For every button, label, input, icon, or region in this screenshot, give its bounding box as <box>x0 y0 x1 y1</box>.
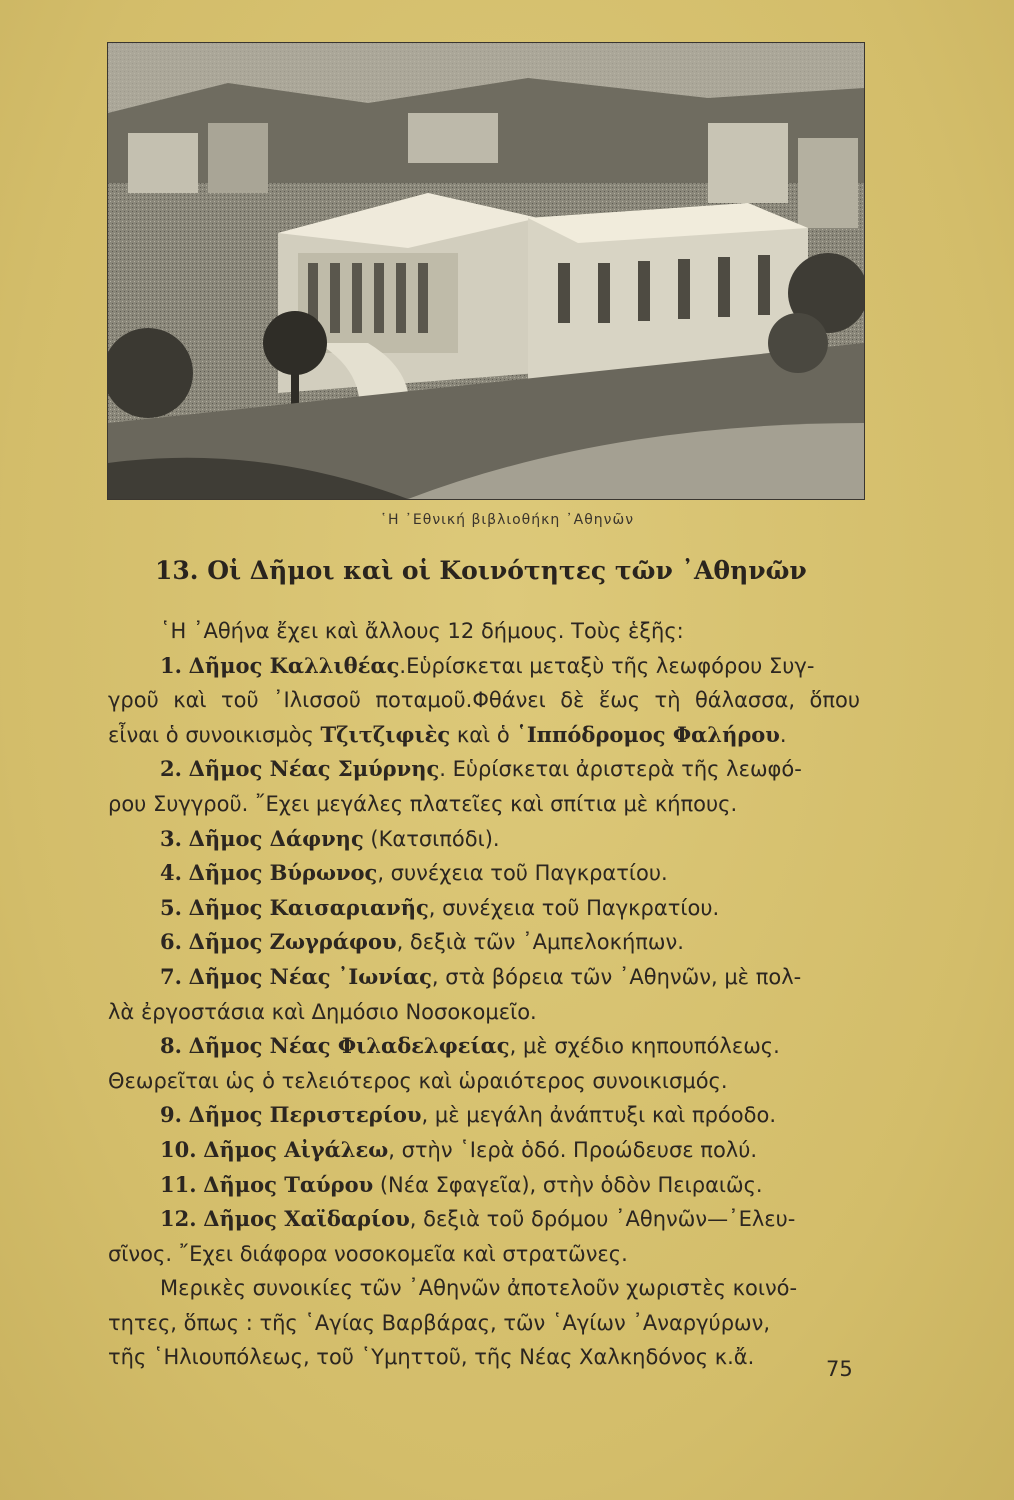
list-item: 11. Δῆμος Ταύρου (Νέα Σφαγεῖα), στὴν ὁδὸν Πειραιῶς. <box>160 1171 763 1197</box>
list-item: 7. Δῆμος Νέας ᾿Ιωνίας, στὰ βόρεια τῶν ᾿Αθηνῶν, μὲ πολ- <box>160 963 802 989</box>
page-number: 75 <box>826 1357 853 1381</box>
list-item-cont: γροῦ καὶ τοῦ ᾿Ιλισσοῦ ποταμοῦ.Φθάνει δὲ ἕως τὴ θάλασσα, ὅπου <box>108 688 860 713</box>
list-item: 12. Δῆμος Χαϊδαρίου, δεξιὰ τοῦ δρόμου ᾿Αθηνῶν—᾿Ελευ- <box>160 1206 796 1232</box>
closing-paragraph: τητες, ὅπως : τῆς ῾Αγίας Βαρβάρας, τῶν ῾Αγίων ᾿Αναργύρων, <box>108 1310 771 1335</box>
list-item: 9. Δῆμος Περιστερίου, μὲ μεγάλη ἀνάπτυξι καὶ πρόοδο. <box>160 1102 777 1128</box>
section-title: 13. Οἱ Δῆμοι καὶ οἱ Κοινότητες τῶν ᾿Αθηνῶν <box>155 556 807 585</box>
list-item-cont: εἶναι ὁ συνοικισμὸς Τζιτζιφιὲς καὶ ὁ ῾Ιππόδρομος Φαλήρου. <box>108 721 787 747</box>
closing-paragraph: τῆς ῾Ηλιουπόλεως, τοῦ ῾Υμηττοῦ, τῆς Νέας Χαλκηδόνος κ.ἄ. <box>108 1345 755 1370</box>
list-item: 6. Δῆμος Ζωγράφου, δεξιὰ τῶν ᾿Αμπελοκήπων. <box>160 929 684 955</box>
list-item-cont: σῖνος. ῎Εχει διάφορα νοσοκομεῖα καὶ στρατῶνες. <box>108 1241 628 1266</box>
list-item-cont: Θεωρεῖται ὡς ὁ τελειότερος καὶ ὡραιότερος συνοικισμός. <box>108 1068 728 1093</box>
list-item: 1. Δῆμος Καλλιθέας.Εὑρίσκεται μεταξὺ τῆς λεωφόρου Συγ- <box>160 652 815 678</box>
list-item: 2. Δῆμος Νέας Σμύρνης. Εὑρίσκεται ἀριστερὰ τῆς λεωφό- <box>160 756 802 782</box>
photo-caption: ῾Η ᾿Εθνική βιβλιοθήκη ᾿Αθηνῶν <box>379 512 635 528</box>
body-text <box>108 614 860 1375</box>
library-photo <box>107 42 865 500</box>
list-item: 3. Δῆμος Δάφνης (Κατσιπόδι). <box>160 825 500 851</box>
list-item-cont: λὰ ἐργοστάσια καὶ Δημόσιο Νοσοκομεῖο. <box>108 999 537 1024</box>
list-item: 5. Δῆμος Καισαριανῆς, συνέχεια τοῦ Παγκρατίου. <box>160 894 720 920</box>
list-item: 4. Δῆμος Βύρωνος, συνέχεια τοῦ Παγκρατίου. <box>160 860 668 886</box>
list-item: 8. Δῆμος Νέας Φιλαδελφείας, μὲ σχέδιο κηπουπόλεως. <box>160 1033 780 1059</box>
list-item-cont: ρου Συγγροῦ. ῎Εχει μεγάλες πλατεῖες καὶ σπίτια μὲ κήπους. <box>108 791 738 816</box>
intro-line: ῾Η ᾿Αθήνα ἔχει καὶ ἄλλους 12 δήμους. Τοὺς ἑξῆς: <box>160 619 684 643</box>
closing-paragraph: Μερικὲς συνοικίες τῶν ᾿Αθηνῶν ἀποτελοῦν χωριστὲς κοινό- <box>160 1276 798 1301</box>
list-item: 10. Δῆμος Αἰγάλεω, στὴν ῾Ιερὰ ὁδό. Προώδευσε πολύ. <box>160 1136 758 1162</box>
